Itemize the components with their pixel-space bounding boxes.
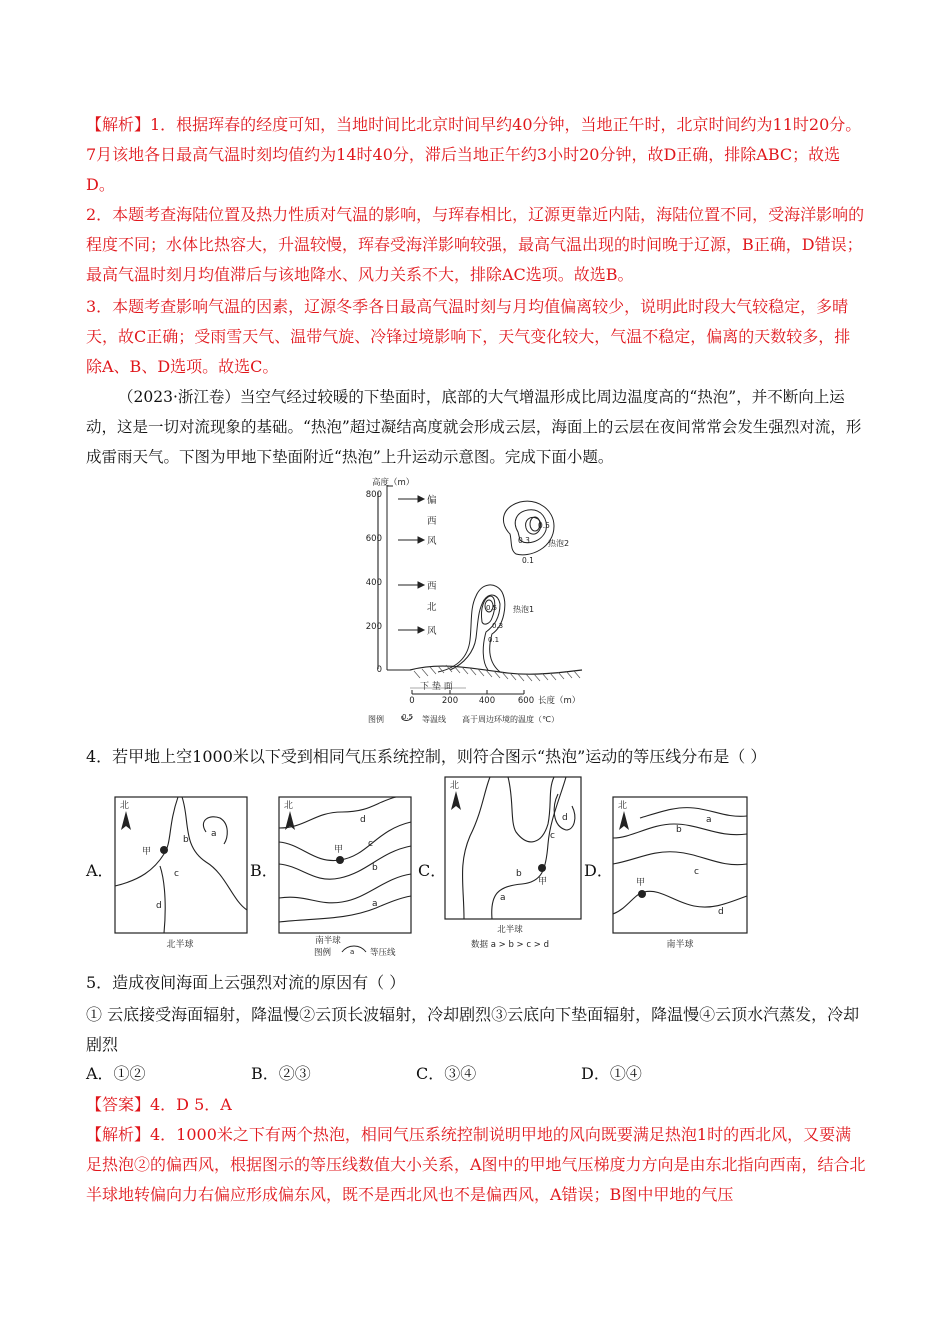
label-c: c [368, 839, 373, 849]
label-b: b [183, 835, 189, 845]
answer-line: 【答案】4．D 5．A [86, 1095, 232, 1114]
option-a-isobar-map[interactable] [112, 794, 252, 954]
wind-top-2: 西 [427, 516, 437, 527]
legend-letter-a: a [350, 948, 355, 956]
label-a: a [706, 815, 712, 825]
label-d: d [360, 815, 366, 825]
bubble1-iso-01: 0.1 [488, 636, 500, 644]
label-d: d [156, 901, 162, 911]
question-4-stem: 4．若甲地上空1000米以下受到相同气压系统控制，则符合图示“热泡”运动的等压线分布是（ ） [86, 747, 767, 766]
option-c-label[interactable]: C． [418, 861, 447, 880]
bubble1-iso-05: 0.5 [486, 604, 498, 612]
option-c-data-note: 数据 a > b > c > d [471, 940, 549, 950]
analysis-paragraph-2: 2．本题考查海陆位置及热力性质对气温的影响，与珲春相比，辽源更靠近内陆，海陆位置不同，受海洋影响的程度不同；水体比热容大，升温较慢，珲春受海洋影响较强，最高气温出现的时间晚于辽源，B正确，D错误；最高气温时刻月均值滞后与该地降水、风力关系不大，排除AC选项。故选B。 [86, 205, 865, 284]
wind-bottom-3: 风 [427, 626, 437, 637]
ytick-600: 600 [365, 534, 382, 544]
option-c-isobar-map[interactable] [442, 774, 592, 956]
label-a: a [372, 899, 378, 909]
option-b-legend: 图例 [314, 948, 332, 958]
legend-iso-value: 0.5 [402, 713, 414, 721]
label-d: d [718, 907, 724, 917]
label-a: a [211, 829, 217, 839]
source-passage: （2023·浙江卷）当空气经过较暖的下垫面时，底部的大气增温形成比周边温度高的“热泡”，并不断向上运动，这是一切对流现象的基础。“热泡”超过凝结高度就会形成云层，海面上的云层在夜间常常会发生强烈对流，形成雷雨天气。下图为甲地下垫面附近“热泡”上升运动示意图。完成下面小题。 [86, 388, 862, 466]
label-b: b [676, 825, 682, 835]
north-arrow-icon [451, 791, 461, 810]
jia-label: 甲 [142, 847, 152, 857]
label-d: d [562, 813, 568, 823]
option-b-isobar-map[interactable] [276, 794, 416, 959]
option-d-label[interactable]: D． [584, 861, 613, 880]
question-5-stem: 5．造成夜间海面上云强烈对流的原因有（ ） [86, 973, 406, 992]
jia-label: 甲 [334, 845, 344, 855]
jia-label: 甲 [636, 878, 646, 888]
option-b-caption: 南半球 [315, 936, 341, 946]
legend-iso-label: 等温线 [422, 715, 446, 724]
north-arrow-icon [619, 811, 629, 830]
wind-top-1: 偏 [427, 495, 437, 506]
xtick-600: 600 [517, 696, 535, 706]
q5-option-d[interactable]: D．①④ [581, 1064, 642, 1083]
ytick-400: 400 [365, 578, 382, 588]
bubble1-label: 热泡1 [513, 605, 535, 614]
thermal-bubble-figure [360, 472, 600, 730]
ytick-0: 0 [376, 665, 382, 675]
q5-option-b[interactable]: B．②③ [251, 1064, 311, 1083]
analysis-paragraph-3: 3．本题考查影响气温的因素，辽源冬季各日最高气温时刻与月均值偏离较少，说明此时段大气较稳定，多晴天，故C正确；受雨雪天气、温带气旋、冷锋过境影响下，天气变化较大，气温不稳定，偏离的天数较多，排除A、B、D选项。故选C。 [86, 297, 851, 376]
bubble2-iso-01: 0.1 [522, 556, 534, 565]
bubble2-label: 热泡2 [548, 539, 570, 548]
north-label: 北 [618, 801, 628, 811]
north-label: 北 [284, 801, 294, 811]
xtick-200: 200 [441, 696, 459, 706]
bubble1-iso-03: 0.3 [492, 622, 504, 630]
label-c: c [550, 831, 555, 841]
option-b-legend-isobar: 等压线 [370, 948, 396, 958]
option-d-isobar-map[interactable] [610, 794, 752, 954]
ytick-200: 200 [365, 622, 382, 632]
legend-temp-label: 高于周边环境的温度（℃） [462, 715, 559, 724]
figure-ylabel: 高度（m） [372, 478, 415, 488]
wind-top-3: 风 [427, 536, 437, 547]
label-b: b [372, 863, 378, 873]
option-a-caption: 北半球 [166, 940, 194, 950]
xtick-400: 400 [478, 696, 496, 706]
q5-option-c[interactable]: C．③④ [416, 1064, 477, 1083]
legend-title: 图例 [368, 715, 384, 724]
question-5-statements: ① 云底接受海面辐射，降温慢②云顶长波辐射，冷却剧烈③云底向下垫面辐射，降温慢④云顶水汽蒸发，冷却剧烈 [86, 1005, 860, 1054]
north-label: 北 [120, 801, 130, 811]
ytick-800: 800 [365, 490, 382, 500]
analysis-paragraph-1: 【解析】1．根据珲春的经度可知，当地时间比北京时间早约40分钟，当地正午时，北京时间约为11时20分。7月该地各日最高气温时刻均值约为14时40分，滞后当地正午约3小时20分钟，故D正确，排除ABC；故选D。 [86, 115, 862, 194]
xlabel: 长度（m） [538, 696, 581, 706]
option-c-caption: 北半球 [497, 925, 523, 935]
bubble2-iso-05: 0.5 [538, 521, 550, 530]
wind-bottom-2: 北 [427, 602, 437, 613]
question-5-options [86, 1060, 866, 1088]
label-c: c [174, 869, 179, 879]
q5-option-a[interactable]: A．①② [86, 1064, 146, 1083]
surface-label: 下 垫 面 [420, 682, 453, 692]
north-arrow-icon [121, 811, 131, 830]
label-b: b [516, 869, 522, 879]
jia-label: 甲 [538, 877, 548, 887]
analysis-question-4: 【解析】4．1000米之下有两个热泡，相同气压系统控制说明甲地的风向既要满足热泡1时的西北风，又要满足热泡②的偏西风，根据图示的等压线数值大小关系，A图中的甲地气压梯度力方向是由东北指向西南，结合北半球地转偏向力右偏应形成偏东风，既不是西北风也不是偏西风，A错误；B图中甲地的气压 [86, 1125, 866, 1204]
bubble2-iso-03: 0.3 [518, 536, 530, 545]
north-label: 北 [450, 781, 460, 791]
wind-bottom-1: 西 [427, 581, 437, 592]
xtick-0: 0 [409, 696, 415, 706]
option-a-label[interactable]: A． [86, 861, 114, 880]
label-c: c [694, 867, 699, 877]
label-a: a [500, 893, 506, 903]
option-b-label[interactable]: B． [250, 861, 278, 880]
option-d-caption: 南半球 [666, 940, 694, 950]
